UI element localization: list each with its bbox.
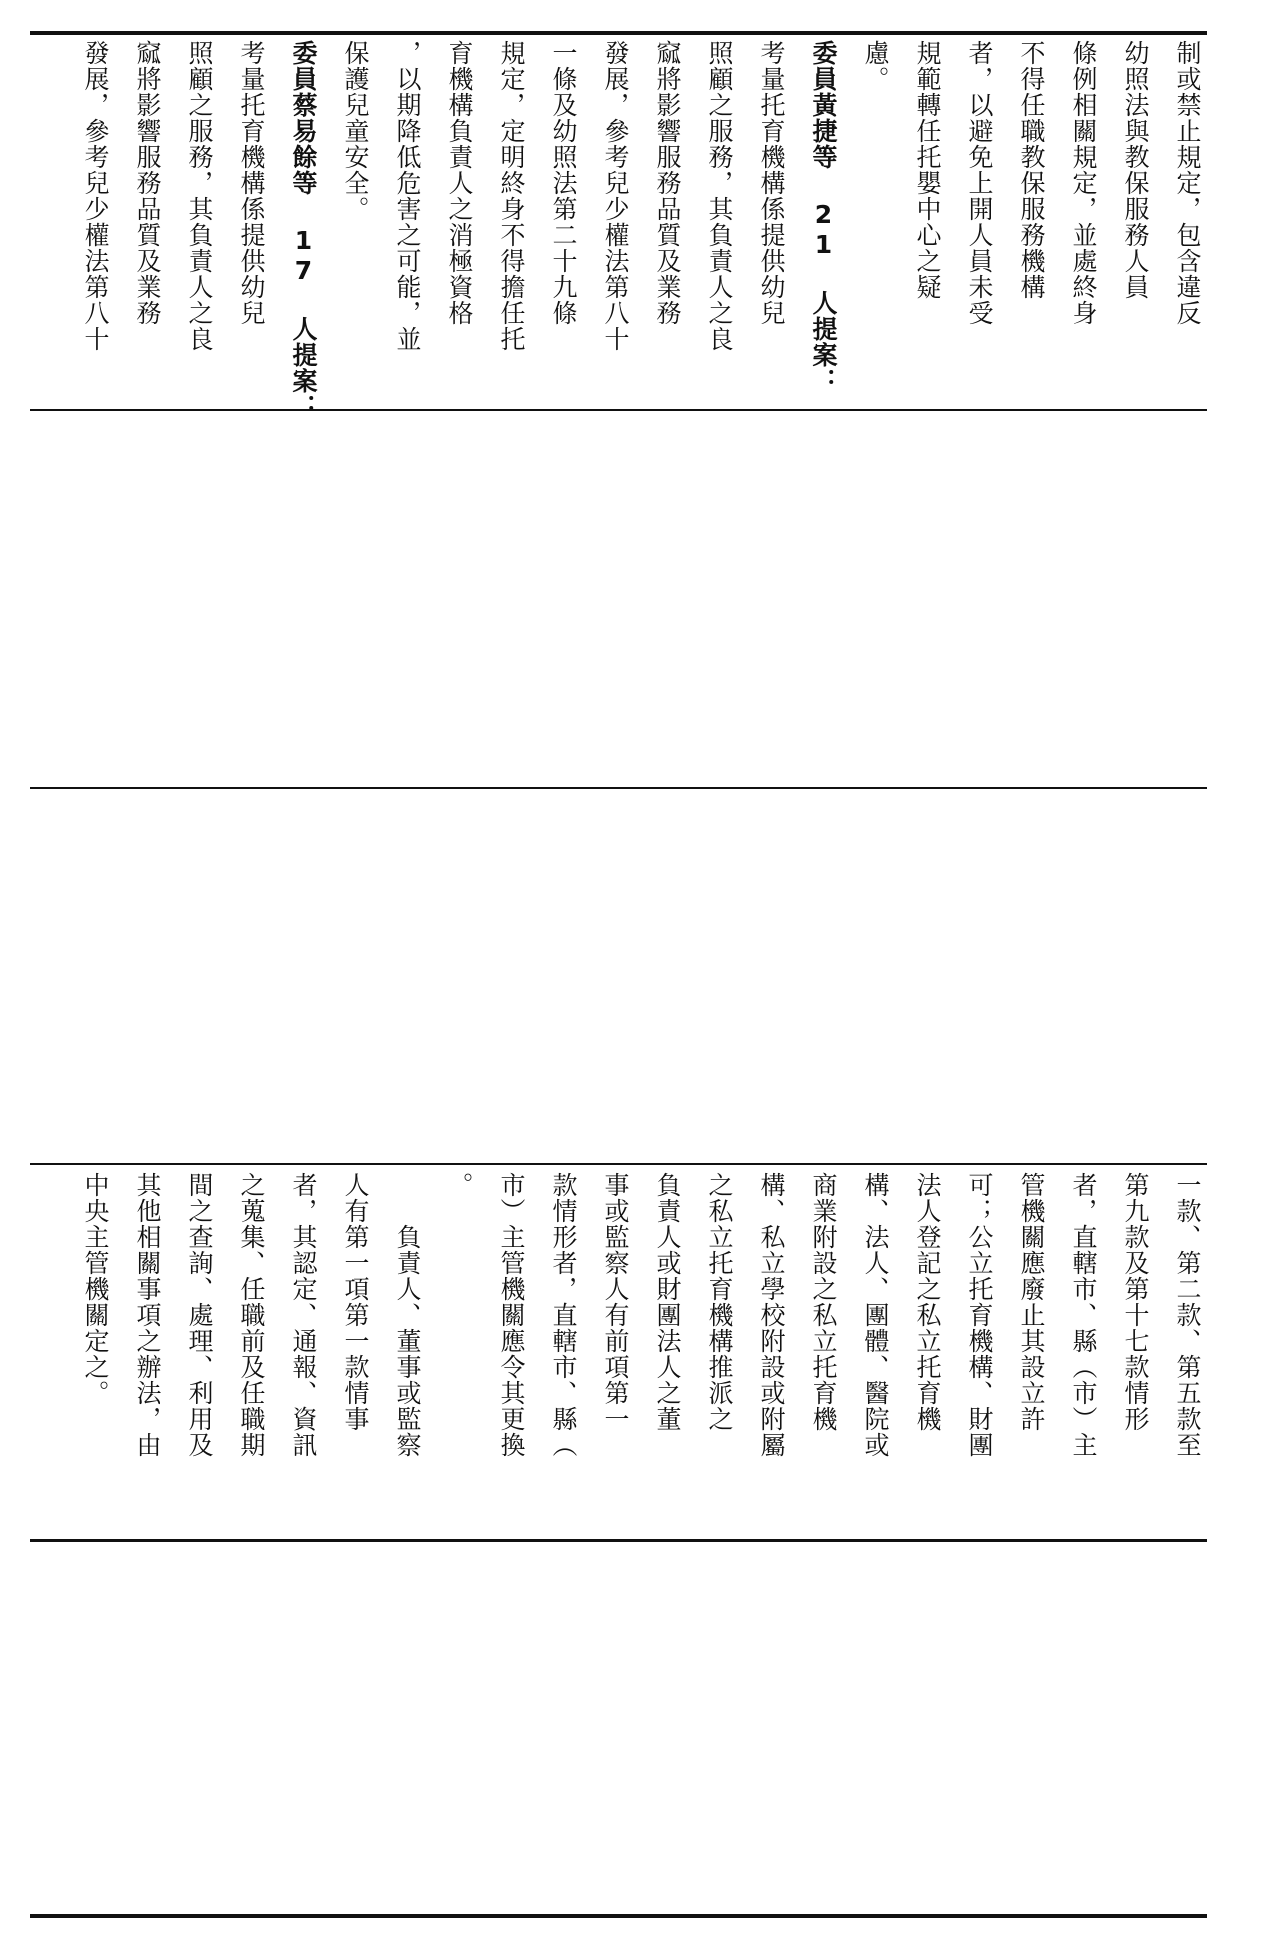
text-column: 考量托育機構係提供幼兒 <box>237 40 266 326</box>
text-column: 制或禁止規定，包含違反 <box>1173 40 1202 326</box>
text-column: 其他相關事項之辦法，由 <box>133 1172 162 1458</box>
text-column: 可；公立托育機構、財團 <box>965 1172 994 1458</box>
text-column: 之蒐集、任職前及任職期 <box>237 1172 266 1458</box>
text-column: 發展，參考兒少權法第八十 <box>81 40 110 352</box>
rule-4 <box>30 1539 1207 1542</box>
text-column: 款情形者，直轄市、縣（ <box>549 1172 578 1458</box>
rule-top <box>30 31 1207 35</box>
rule-bottom <box>30 1914 1207 1918</box>
text-column: 照顧之服務，其負責人之良 <box>185 40 214 352</box>
text-column: 人有第一項第一款情事 <box>341 1172 370 1432</box>
text-column: 者，直轄市、縣（市）主 <box>1069 1172 1098 1458</box>
table-row-1 <box>30 40 1207 420</box>
text-column: ，以期降低危害之可能，並 <box>393 40 422 352</box>
text-column: 窳將影響服務品質及業務 <box>653 40 682 326</box>
rule-2 <box>30 787 1207 789</box>
text-column: 法人登記之私立托育機 <box>913 1172 942 1432</box>
text-column: 規範轉任托嬰中心之疑 <box>913 40 942 300</box>
text-column: 中央主管機關定之。 <box>81 1172 110 1406</box>
rule-1 <box>30 409 1207 411</box>
text-column: 條例相關規定，並處終身 <box>1069 40 1098 326</box>
text-column: 考量托育機構係提供幼兒 <box>757 40 786 326</box>
table-row-3 <box>30 1172 1207 1536</box>
proposer-heading: 委員蔡易餘等 17 人提案： <box>289 40 318 420</box>
text-column: 構、法人、團體、醫院或 <box>861 1172 890 1458</box>
text-column: 事或監察人有前項第一 <box>601 1172 630 1432</box>
text-column: 照顧之服務，其負責人之良 <box>705 40 734 352</box>
text-column: 構、私立學校附設或附屬 <box>757 1172 786 1458</box>
rule-3 <box>30 1163 1207 1165</box>
text-column: 者，以避免上開人員未受 <box>965 40 994 326</box>
text-column: 。 <box>445 1172 474 1198</box>
text-column: 發展，參考兒少權法第八十 <box>601 40 630 352</box>
table-row-4 <box>30 1545 1207 1911</box>
text-column: 間之查詢、處理、利用及 <box>185 1172 214 1458</box>
text-column: 幼照法與教保服務人員 <box>1121 40 1150 300</box>
text-column: 商業附設之私立托育機 <box>809 1172 838 1432</box>
text-column: 規定，定明終身不得擔任托 <box>497 40 526 352</box>
text-column: 之私立托育機構推派之 <box>705 1172 734 1432</box>
text-column: 管機關應廢止其設立許 <box>1017 1172 1046 1432</box>
text-column: 一款、第二款、第五款至 <box>1173 1172 1202 1458</box>
text-column: 窳將影響服務品質及業務 <box>133 40 162 326</box>
text-column: 第九款及第十七款情形 <box>1121 1172 1150 1432</box>
text-column: 者，其認定、通報、資訊 <box>289 1172 318 1458</box>
proposer-heading: 委員黃捷等 21 人提案： <box>809 40 838 394</box>
text-column: 慮。 <box>861 40 890 92</box>
text-column: 不得任職教保服務機構 <box>1017 40 1046 300</box>
table-row-2 <box>30 413 1207 783</box>
text-column: 市）主管機關應令其更換 <box>497 1172 526 1458</box>
text-column: 一條及幼照法第二十九條 <box>549 40 578 326</box>
text-column: 保護兒童安全。 <box>341 40 370 222</box>
text-column: 負責人或財團法人之董 <box>653 1172 682 1432</box>
text-column: 負責人、董事或監察 <box>393 1172 422 1458</box>
text-column: 育機構負責人之消極資格 <box>445 40 474 326</box>
